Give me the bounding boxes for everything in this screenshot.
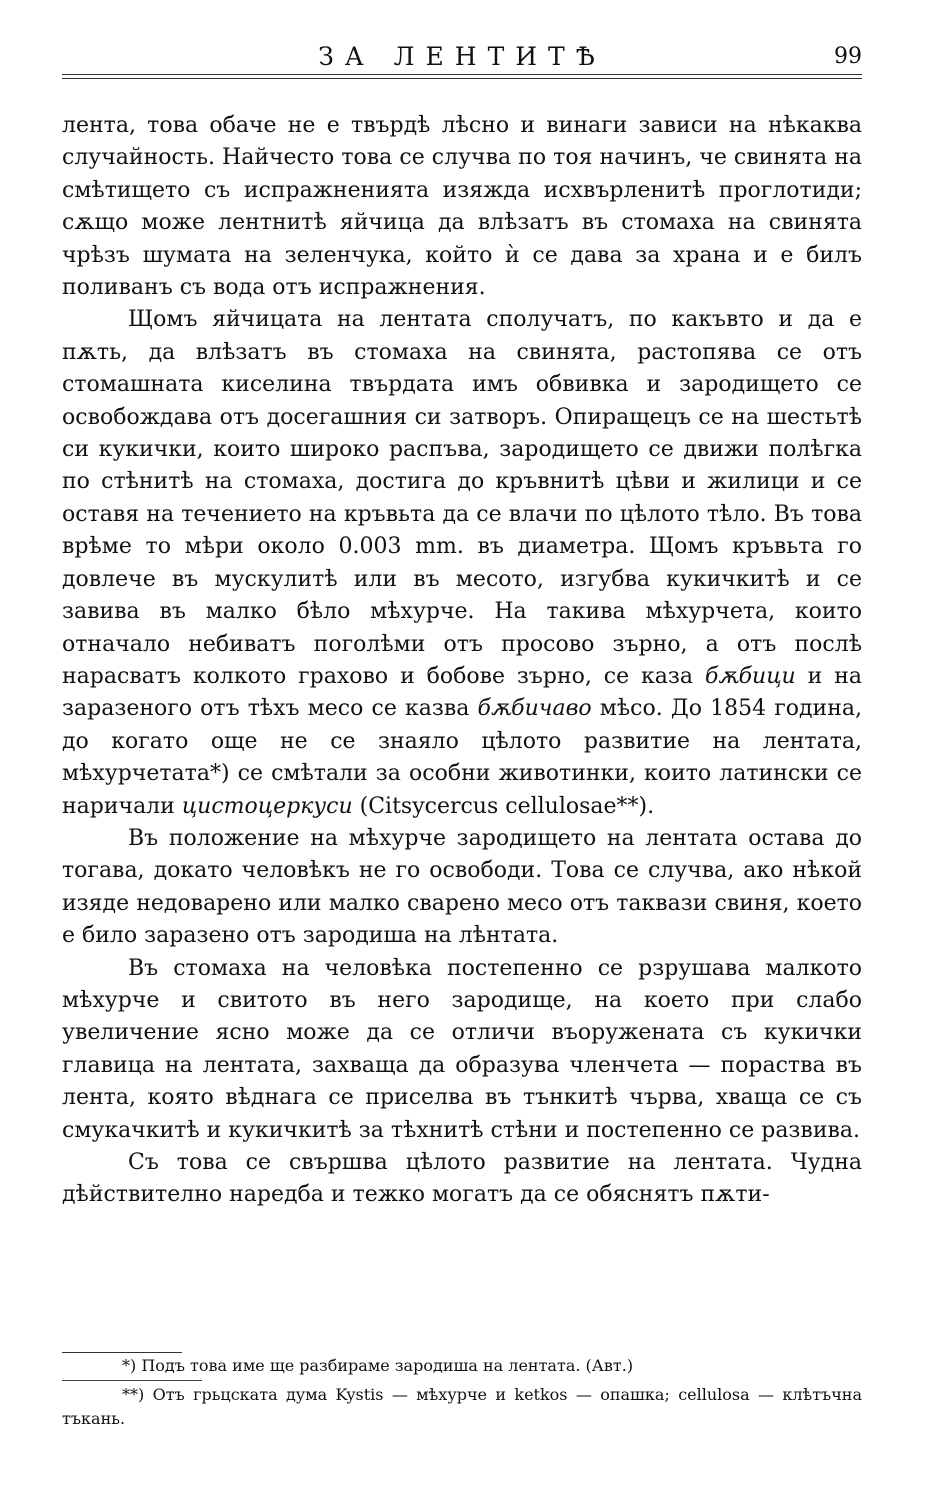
paragraph-2 [62, 304, 862, 823]
footnotes [62, 1354, 862, 1431]
term-bubitsi: бѫбици [704, 663, 796, 689]
paragraph-2-part-d: (Citsycercus cellulosae**). [352, 793, 655, 819]
page-header [62, 38, 862, 78]
paragraph-2-part-a: Щомъ яйчицата на лентата сполучатъ, по какъвто и да е пѫть, да влѣзатъ въ стомаха на свинята, растопява се отъ стомашната киселина твърдата имъ обвивка и зародището се освобождава отъ досегашния си затворъ. Опиращецъ се на шестьтѣ си кукички, които широко распъва, зародището се движи полѣгка по стѣнитѣ на стомаха, достига до кръвнитѣ цѣви и жилици и се оставя на течението на кръвьта да се влачи по цѣлото тѣло. Въ това врѣме то мѣри около 0.003 mm. въ диаметра. Щомъ кръвьта го довлече въ мускулитѣ или въ месото, изгубва кукичкитѣ и се завива въ малко бѣло мѣхурче. На такива мѣхурчета, които отначало небиватъ поголѣми отъ просово зърно, а отъ послѣ нарасватъ колкото грахово и бобове зърно, се каза [62, 307, 862, 689]
footnote-2: **) Отъ грьцската дума Kystis — мѣхурче и ketkos — опашка; cellulosa — клѣтъчна тъкань. [62, 1385, 862, 1428]
footnote-1: *) Подъ това име ще разбираме зародиша на лентата. (Авт.) [122, 1356, 634, 1375]
body-text [62, 110, 862, 1212]
paragraph-1: лента, това обаче не е твърдѣ лѣсно и винаги зависи на нѣкаква случайность. Найчесто това се случва по тоя начинъ, че свинята на смѣтището съ испражненията изяжда исхвърленитѣ проглотиди; сѫщо може лентнитѣ яйчица да влѣзатъ въ стомаха на свинята чрѣзъ шумата на зеленчука, който ѝ се дава за храна и е билъ поливанъ съ вода отъ испражнения. [62, 113, 862, 301]
footnote-separator [62, 1380, 202, 1381]
term-bubichavo: бѫбичаво [477, 696, 592, 722]
page-number: 99 [834, 44, 862, 69]
term-tsistotserkusi: цистоцеркуси [181, 793, 353, 819]
paragraph-5: Съ това се свършва цѣлото развитие на лентата. Чудна дѣйствително наредба и тежко могатъ да се обяснятъ пѫти- [62, 1150, 862, 1208]
header-rule-double [62, 78, 862, 79]
paragraph-2-part-c: мѣсо. До 1854 година, до когато още не се знаяло цѣлото развитие на лентата, мѣхурчетата*) се смѣтали за особни животинки, които латински се наричали [62, 696, 862, 819]
footnote-rule [62, 1352, 182, 1353]
paragraph-2-part-b: и на заразеного отъ тѣхъ месо се казва [62, 663, 862, 722]
header-rule [62, 74, 862, 75]
paragraph-3: Въ положение на мѣхурче зародището на лентата остава до тогава, докато человѣкъ не го освободи. Това се случва, ако нѣкой изяде недоварено или малко сварено месо отъ таквази свиня, което е било заразено отъ зародиша на лѣнтата. [62, 825, 862, 949]
paragraph-4: Въ стомаха на человѣка постепенно се рзрушава малкото мѣхурче и свитото въ него зародище, на което при слабо увеличение ясно може да се отличи въоружената съ кукички главица на лентата, захваща да образува членчета — пораства въ лента, която вѣднага се приселва въ тънкитѣ чърва, хваща се съ смукачкитѣ и кукичкитѣ за тѣхнитѣ стѣни и постепенно се развива. [62, 955, 862, 1143]
running-title: ЗА ЛЕНТИТѢ [318, 42, 606, 71]
